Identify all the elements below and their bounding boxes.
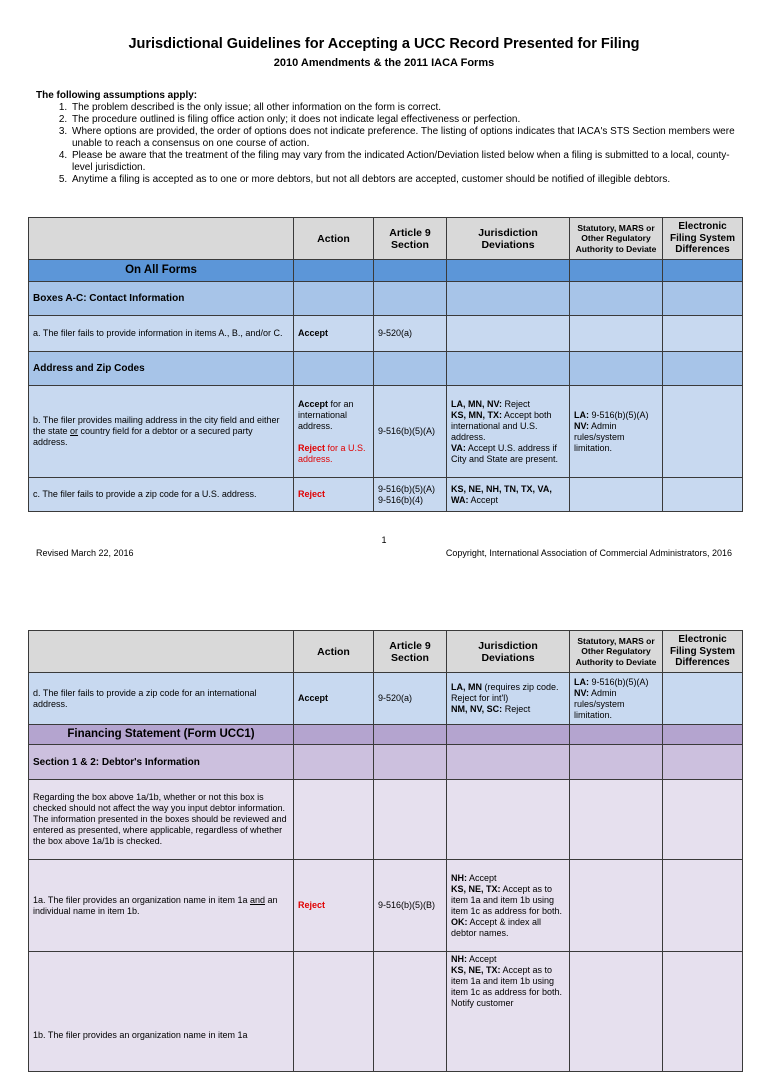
row-action: Reject <box>294 860 374 952</box>
subsection-row <box>29 745 743 780</box>
header-blank <box>29 218 294 260</box>
row-deviations: NH: Accept KS, NE, TX: Accept as to item 1a and item 1b using item 1c as address for both. OK: Accept & index all debtor names. <box>447 860 570 952</box>
table-header-row <box>29 218 743 260</box>
header-electronic: Electronic Filing System Differences <box>663 631 743 673</box>
row-description: c. The filer fails to provide a zip code for a U.S. address. <box>29 478 294 512</box>
row-article: 9-516(b)(5)(A) <box>374 386 447 478</box>
header-deviations: Jurisdiction Deviations <box>447 218 570 260</box>
document-title: Jurisdictional Guidelines for Accepting a UCC Record Presented for Filing <box>128 36 640 52</box>
table-row <box>29 673 743 725</box>
section-row <box>29 260 743 282</box>
row-deviations: LA, MN (requires zip code. Reject for int'l) NM, NV, SC: Reject <box>447 673 570 725</box>
page-2 <box>0 630 768 1040</box>
header-article: Article 9 Section <box>374 631 447 673</box>
row-article: 9-516(b)(5)(B) <box>374 860 447 952</box>
row-article: 9-520(a) <box>374 316 447 352</box>
table-row <box>29 386 743 478</box>
table-row <box>29 860 743 952</box>
header-statutory: Statutory, MARS or Other Regulatory Authority to Deviate <box>570 631 663 673</box>
table-row <box>29 478 743 512</box>
assumptions-block <box>36 90 736 186</box>
row-article: 9-516(b)(5)(A) 9-516(b)(4) <box>374 478 447 512</box>
header-deviations: Jurisdiction Deviations <box>447 631 570 673</box>
section-title: Financing Statement (Form UCC1) <box>29 725 294 745</box>
row-note: Regarding the box above 1a/1b, whether or not this box is checked should not affect the way you input debtor information. The information presented in the boxes should be reviewed and entered as presented, where applicable, regardless of whether the box above 1a/1b is checked. <box>29 780 294 860</box>
footer-copyright: Copyright, International Association of Commercial Administrators, 2016 <box>445 548 732 558</box>
assumption-item: 4. Please be aware that the treatment of the filing may vary from the indicated Action/Deviation listed below when a filing is submitted to a local, county-level jurisdiction. <box>70 150 736 174</box>
row-deviations: KS, NE, NH, TN, TX, VA, WA: Accept <box>447 478 570 512</box>
row-action: Accept <box>294 673 374 725</box>
row-action: Accept for an international address. Reject for a U.S. address. <box>294 386 374 478</box>
row-description: 1a. The filer provides an organization name in item 1a and an individual name in item 1b. <box>29 860 294 952</box>
table-row <box>29 780 743 860</box>
page-number: 1 <box>381 535 387 545</box>
row-description: a. The filer fails to provide information in items A., B., and/or C. <box>29 316 294 352</box>
row-deviations: NH: Accept KS, NE, TX: Accept as to item 1a and item 1b using item 1c as address for both. Notify customer <box>447 952 570 1072</box>
row-deviations: LA, MN, NV: Reject KS, MN, TX: Accept both international and U.S. address. VA: Accept U.S. address if City and State are present. <box>447 386 570 478</box>
assumptions-heading: The following assumptions apply: <box>36 90 198 101</box>
assumption-item: 2. The procedure outlined is filing office action only; it does not indicate legal effectiveness or perfection. <box>70 114 736 126</box>
assumption-item: 1. The problem described is the only issue; all other information on the form is correct. <box>70 102 736 114</box>
section-title: On All Forms <box>29 260 294 282</box>
guidelines-table-page-2 <box>28 630 743 1072</box>
guidelines-table-page-1 <box>28 217 743 512</box>
assumption-item: 5. Anytime a filing is accepted as to one or more debtors, but not all debtors are accepted, customer should be notified of illegible debtors. <box>70 174 736 186</box>
row-description: d. The filer fails to provide a zip code for an international address. <box>29 673 294 725</box>
assumptions-list <box>36 102 736 186</box>
section-row <box>29 725 743 745</box>
header-statutory: Statutory, MARS or Other Regulatory Authority to Deviate <box>570 218 663 260</box>
table-header-row <box>29 631 743 673</box>
row-statutory: LA: 9-516(b)(5)(A) NV: Admin rules/system limitation. <box>570 673 663 725</box>
subsection-title: Section 1 & 2: Debtor's Information <box>29 745 294 780</box>
header-action: Action <box>294 631 374 673</box>
row-statutory: LA: 9-516(b)(5)(A) NV: Admin rules/system limitation. <box>570 386 663 478</box>
header-article: Article 9 Section <box>374 218 447 260</box>
table-row <box>29 316 743 352</box>
footer-revised: Revised March 22, 2016 <box>36 548 134 558</box>
subsection-title: Boxes A-C: Contact Information <box>29 282 294 316</box>
header-action: Action <box>294 218 374 260</box>
subsection-row <box>29 282 743 316</box>
table-row <box>29 952 743 1072</box>
row-action: Accept <box>294 316 374 352</box>
header-blank <box>29 631 294 673</box>
document-subtitle: 2010 Amendments & the 2011 IACA Forms <box>273 57 495 69</box>
header-electronic: Electronic Filing System Differences <box>663 218 743 260</box>
row-description: 1b. The filer provides an organization name in item 1a <box>29 952 294 1072</box>
row-action: Reject <box>294 478 374 512</box>
assumption-item: 3. Where options are provided, the order of options does not indicate preference. The listing of options indicates that IACA's STS Section members were unable to reach a consensus on one course of action. <box>70 126 736 150</box>
row-description: b. The filer provides mailing address in the city field and either the state or country field for a debtor or a secured party address. <box>29 386 294 478</box>
subsection-title: Address and Zip Codes <box>29 352 294 386</box>
subsection-row <box>29 352 743 386</box>
row-article: 9-520(a) <box>374 673 447 725</box>
